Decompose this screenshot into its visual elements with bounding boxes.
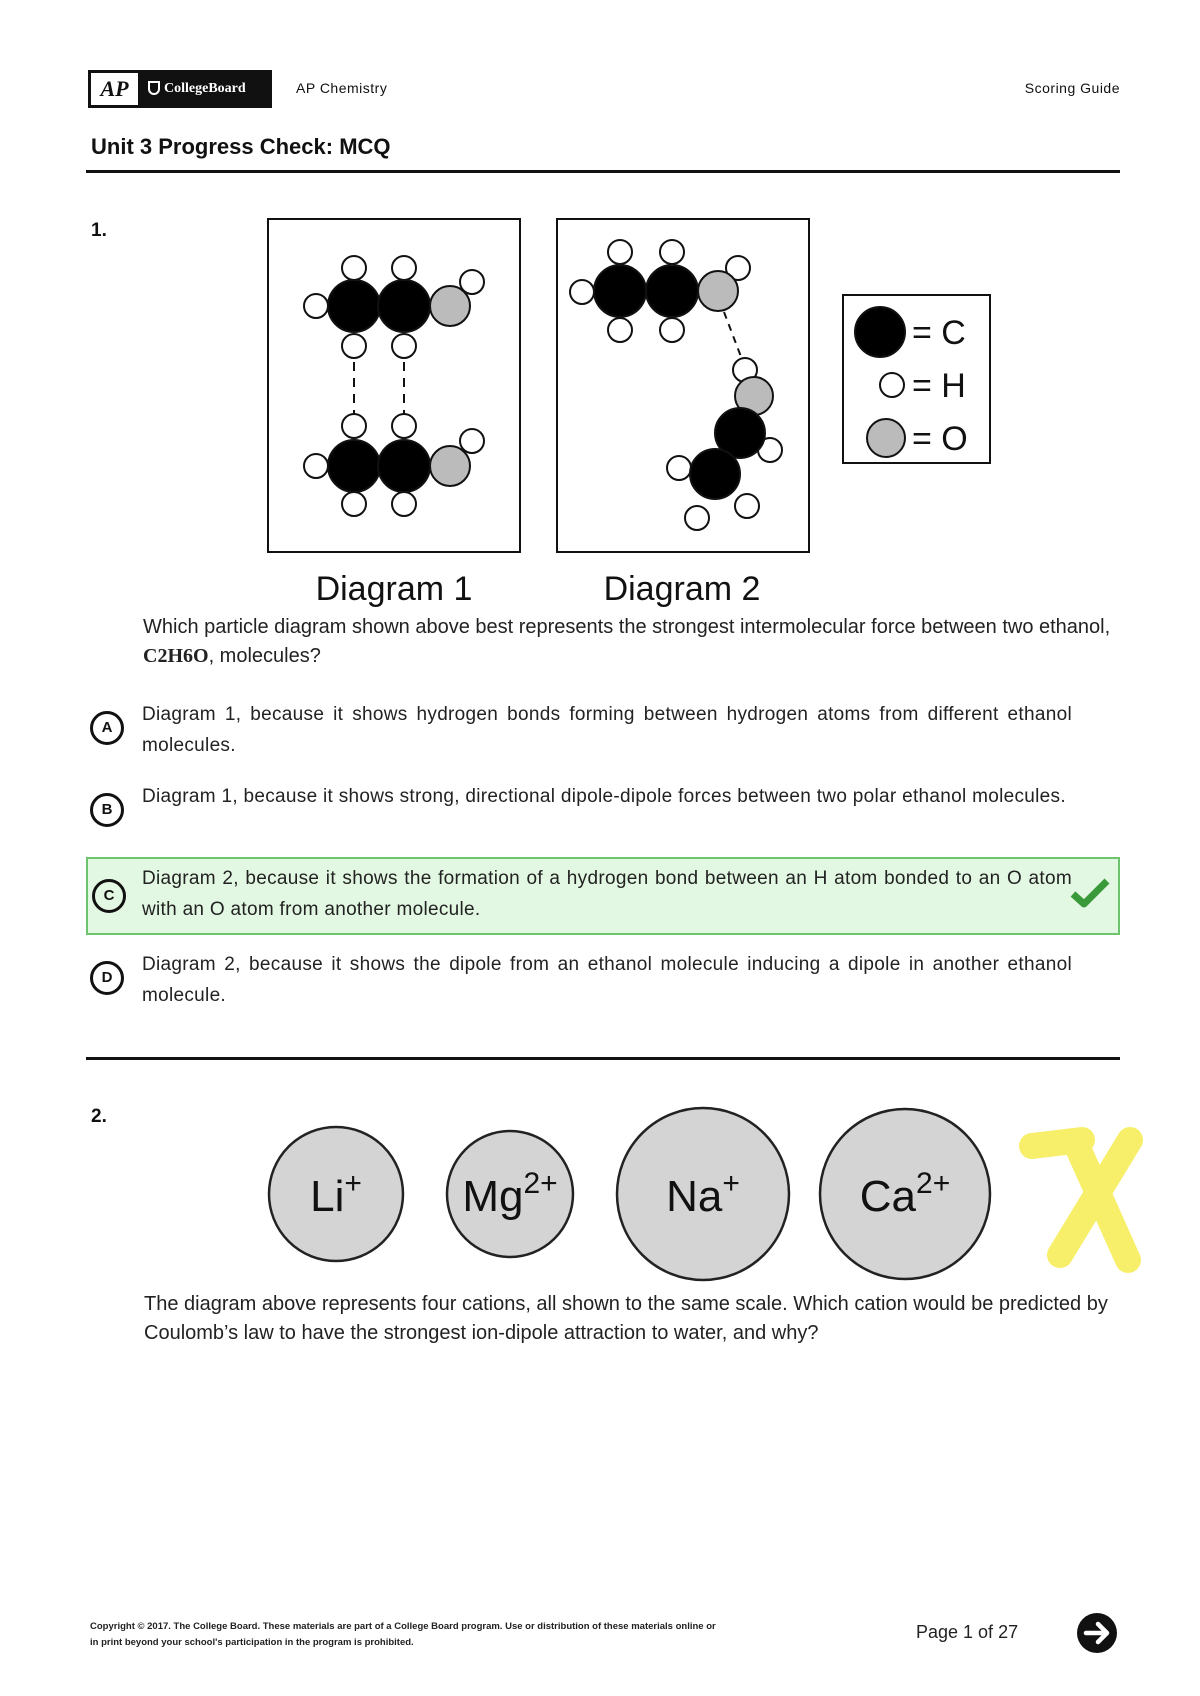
footer-copyright: Copyright © 2017. The College Board. These materials are part of a College Board program. Use or distribution of these materials online or in print beyond your school's participation in the program is prohibited. — [90, 1621, 716, 1648]
ap-logo-text: AP — [91, 73, 138, 105]
header-guide: Scoring Guide — [1024, 80, 1120, 96]
svg-text:= H: = H — [912, 367, 966, 405]
college-board-wordmark: CollegeBoard — [148, 70, 246, 108]
answer-choice-a[interactable] — [86, 697, 1120, 763]
choice-letter-c: C — [92, 879, 126, 913]
choice-text-d: Diagram 2, because it shows the dipole from an ethanol molecule inducing a dipole in another ethanol molecule. — [142, 954, 1072, 1006]
question-2-stem: The diagram above represents four cations, all shown to the same scale. Which cation would be predicted by Coulomb’s law to have the strongest ion-dipole attraction to water, and why? — [144, 1293, 1108, 1344]
shield-icon — [148, 81, 160, 95]
choice-text-b: Diagram 1, because it shows strong, directional dipole-dipole forces between two polar ethanol molecules. — [142, 786, 1066, 807]
page-number: Page 1 of 27 — [916, 1622, 1019, 1642]
next-page-arrow-icon[interactable] — [1076, 1612, 1118, 1654]
incorrect-x-mark-icon — [1032, 1140, 1130, 1260]
svg-text:Ca2+: $Ca^{2+}$ — [859, 1167, 951, 1221]
answer-choice-d[interactable] — [86, 947, 1120, 1013]
cation-li — [269, 1127, 403, 1261]
answer-choice-b[interactable] — [86, 779, 1120, 845]
question-1-stem: Which particle diagram shown above best represents the strongest intermolecular force between two ethanol, C2H6O, molecules? — [143, 616, 1111, 667]
header-subject: AP Chemistry — [296, 80, 388, 96]
diagram-1-label: Diagram 1 — [315, 570, 473, 608]
diagram-2-bottom-molecule — [667, 358, 782, 530]
cation-na — [617, 1108, 789, 1280]
svg-text:Na+: Na+ — [666, 1167, 740, 1221]
cation-mg — [447, 1131, 573, 1257]
page-title: Unit 3 Progress Check: MCQ — [91, 134, 391, 159]
svg-text:= O: = O — [912, 420, 968, 458]
question-1-number: 1. — [91, 220, 107, 241]
choice-letter-a: A — [90, 711, 124, 745]
cation-ca — [820, 1109, 990, 1279]
diagram-2-label: Diagram 2 — [603, 570, 761, 608]
ethanol-formula: C2H6O — [143, 645, 209, 667]
choice-letter-b: B — [90, 793, 124, 827]
diagram-1-bottom-molecule — [304, 414, 484, 516]
correct-check-icon — [1070, 877, 1110, 909]
choice-text-a: Diagram 1, because it shows hydrogen bonds forming between hydrogen atoms from different ethanol molecules. — [142, 704, 1072, 756]
diagram-1-top-molecule — [304, 256, 484, 358]
cation-diagram-figure — [262, 1100, 1162, 1300]
svg-text:= C: = C — [912, 314, 966, 352]
answer-choice-c[interactable] — [86, 857, 1120, 935]
question-2-number: 2. — [91, 1106, 107, 1127]
title-divider — [86, 170, 1120, 173]
choice-text-c: Diagram 2, because it shows the formation of a hydrogen bond between an H atom bonded to an O atom with an O atom from another molecule. — [142, 868, 1072, 920]
svg-text:Mg2+: $Mg^{2+}$ — [462, 1167, 558, 1221]
question-divider — [86, 1057, 1120, 1060]
svg-text:Li+: Li+ — [310, 1167, 362, 1221]
particle-diagram-figure — [262, 210, 1002, 610]
diagram-2-top-molecule — [570, 240, 750, 342]
college-board-logo — [88, 70, 272, 108]
choice-letter-d: D — [90, 961, 124, 995]
